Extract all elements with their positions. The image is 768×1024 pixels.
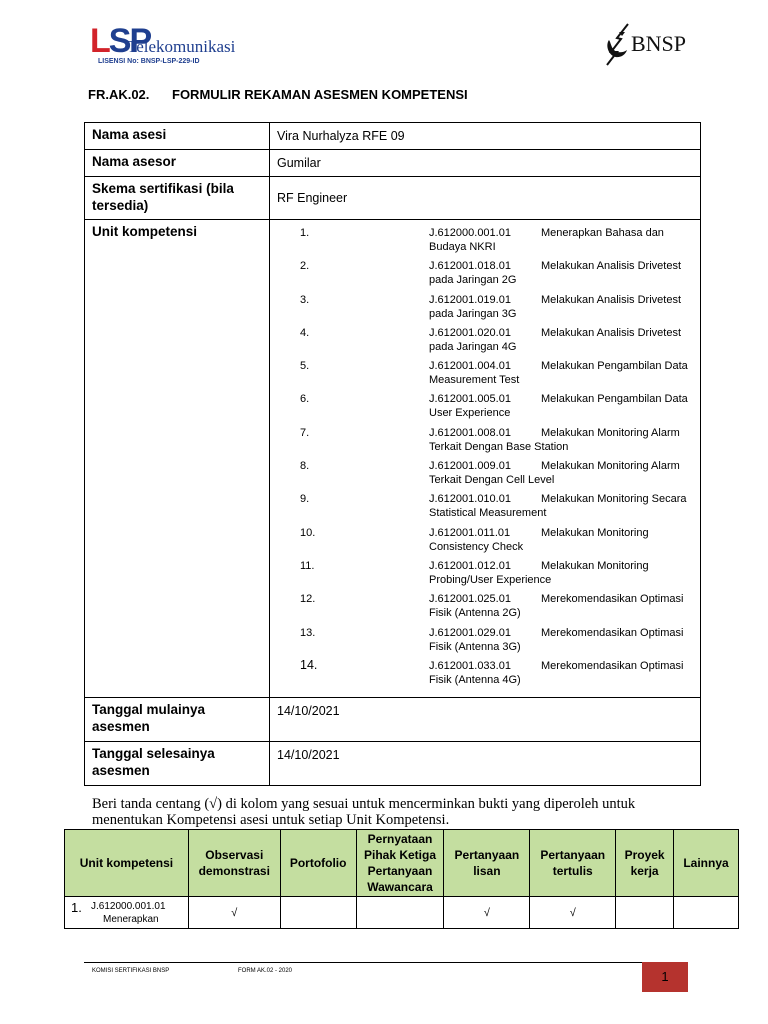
footer-form: FORM AK.02 - 2020 xyxy=(238,968,293,974)
check-lisan[interactable]: √ xyxy=(444,897,530,929)
unit-text xyxy=(429,492,704,520)
header-unit: Unit kompetensi xyxy=(65,830,189,897)
asesi-value: Vira Nurhalyza RFE 09 xyxy=(270,123,701,150)
check-pihak-ketiga[interactable] xyxy=(356,897,444,929)
unit-title: Merekomendasikan Optimasi Fisik (Antenna 3G) xyxy=(429,626,684,653)
unit-number: 2. xyxy=(300,260,310,273)
header-proyek: Proyek kerja xyxy=(616,830,674,897)
evidence-header-row xyxy=(65,830,739,897)
unit-item xyxy=(277,392,693,425)
unit-text xyxy=(429,526,704,554)
unit-text xyxy=(429,426,704,454)
skema-label: Skema sertifikasi (bila tersedia) xyxy=(85,177,270,220)
check-tertulis[interactable]: √ xyxy=(530,897,616,929)
form-title-text: FORMULIR REKAMAN ASESMEN KOMPETENSI xyxy=(172,87,468,102)
unit-number: 8. xyxy=(300,460,310,473)
unit-list xyxy=(277,226,693,692)
unit-title: Melakukan Pengambilan Data Measurement Test xyxy=(429,360,688,387)
evidence-unit-title: Menerapkan xyxy=(103,913,159,925)
check-lainnya[interactable] xyxy=(674,897,739,929)
unit-title: Melakukan Pengambilan Data User Experience xyxy=(429,393,688,420)
check-portofolio[interactable] xyxy=(280,897,356,929)
unit-code: J.612001.020.01 xyxy=(429,326,511,339)
evidence-unit-cell xyxy=(65,897,189,929)
unit-title: Merekomendasikan Optimasi Fisik (Antenna 4G) xyxy=(429,659,684,686)
unit-text xyxy=(429,592,704,620)
unit-title: Menerapkan Bahasa dan Budaya NKRI xyxy=(429,227,664,253)
row-selesai xyxy=(85,742,701,786)
unit-number: 6. xyxy=(300,393,310,406)
unit-text xyxy=(429,659,704,687)
row-skema xyxy=(85,177,701,220)
unit-title: Melakukan Monitoring Secara Statistical Measurement xyxy=(429,493,687,520)
skema-value: RF Engineer xyxy=(270,177,701,220)
unit-item xyxy=(277,259,693,292)
asesi-label: Nama asesi xyxy=(85,123,270,150)
unit-item xyxy=(277,559,693,592)
unit-title: Merekomendasikan Optimasi Fisik (Antenna 2G) xyxy=(429,593,684,620)
unit-item xyxy=(277,459,693,492)
unit-code: J.612001.005.01 xyxy=(429,393,511,406)
unit-code: J.612001.011.01 xyxy=(429,526,511,539)
mulai-value: 14/10/2021 xyxy=(270,698,701,742)
unit-item xyxy=(277,592,693,625)
unit-number: 10. xyxy=(300,526,316,539)
info-table xyxy=(84,122,701,786)
unit-label: Unit kompetensi xyxy=(85,220,270,698)
lsp-name: Telekomunikasi xyxy=(127,37,236,56)
unit-text xyxy=(429,559,704,587)
unit-item xyxy=(277,526,693,559)
unit-text xyxy=(429,226,704,254)
selesai-value: 14/10/2021 xyxy=(270,742,701,786)
unit-item xyxy=(277,226,693,259)
evidence-unit-num: 1. xyxy=(71,900,82,915)
unit-item xyxy=(277,326,693,359)
unit-title: Melakukan Monitoring Consistency Check xyxy=(429,526,649,553)
unit-list-cell xyxy=(270,220,701,698)
header-pihak-ketiga: Pernyataan Pihak Ketiga Pertanyaan Wawancara xyxy=(356,830,444,897)
unit-title: Melakukan Analisis Drivetest pada Jaringan 2G xyxy=(429,260,682,287)
unit-text xyxy=(429,293,704,321)
row-asesi xyxy=(85,123,701,150)
unit-title: Melakukan Analisis Drivetest pada Jaringan 4G xyxy=(429,326,682,353)
unit-item xyxy=(277,659,693,692)
check-proyek[interactable] xyxy=(616,897,674,929)
check-observasi[interactable]: √ xyxy=(188,897,280,929)
lsp-license: LISENSI No: BNSP-LSP-229-ID xyxy=(98,58,200,65)
unit-code: J.612001.019.01 xyxy=(429,293,511,306)
header-lisan: Pertanyaan lisan xyxy=(444,830,530,897)
row-mulai xyxy=(85,698,701,742)
bnsp-emblem-icon xyxy=(603,22,633,66)
instruction-text: Beri tanda centang (√) di kolom yang sesuai untuk mencerminkan bukti yang diperoleh untuk menentukan Kompetensi asesi untuk setiap Unit Kompetensi. xyxy=(92,796,636,828)
mulai-label: Tanggal mulainya asesmen xyxy=(85,698,270,742)
evidence-row xyxy=(65,897,739,929)
bnsp-logo xyxy=(603,22,693,66)
unit-code: J.612001.033.01 xyxy=(429,659,511,672)
unit-number: 12. xyxy=(300,593,316,606)
row-units xyxy=(85,220,701,698)
page-number: 1 xyxy=(642,962,688,992)
bnsp-name: BNSP xyxy=(631,31,687,56)
unit-text xyxy=(429,459,704,487)
unit-code: J.612001.010.01 xyxy=(429,493,511,506)
unit-text xyxy=(429,259,704,287)
footer-divider xyxy=(84,962,688,963)
unit-text xyxy=(429,626,704,654)
header-observasi: Observasi demonstrasi xyxy=(188,830,280,897)
unit-number: 1. xyxy=(300,227,310,239)
unit-code: J.612001.025.01 xyxy=(429,593,511,606)
evidence-table xyxy=(64,829,739,929)
unit-item xyxy=(277,293,693,326)
unit-number: 13. xyxy=(300,626,316,639)
lsp-mark: LSP xyxy=(90,22,151,60)
unit-number: 7. xyxy=(300,426,310,439)
unit-item xyxy=(277,426,693,459)
header-tertulis: Pertanyaan tertulis xyxy=(530,830,616,897)
unit-code: J.612001.004.01 xyxy=(429,360,511,373)
asesor-value: Gumilar xyxy=(270,150,701,177)
unit-item xyxy=(277,626,693,659)
unit-number: 4. xyxy=(300,326,310,339)
asesor-label: Nama asesor xyxy=(85,150,270,177)
unit-code: J.612001.009.01 xyxy=(429,460,511,473)
unit-number: 11. xyxy=(300,559,315,572)
unit-number: 5. xyxy=(300,360,310,373)
evidence-unit-code: J.612000.001.01 xyxy=(91,900,166,912)
unit-text xyxy=(429,359,704,387)
unit-number: 14. xyxy=(300,657,318,672)
unit-title: Melakukan Monitoring Probing/User Experience xyxy=(429,559,649,586)
unit-code: J.612001.012.01 xyxy=(429,559,511,572)
unit-code: J.612001.008.01 xyxy=(429,426,511,439)
unit-title: Melakukan Monitoring Alarm Terkait Dengan Base Station xyxy=(429,426,680,453)
unit-code: J.612001.029.01 xyxy=(429,626,511,639)
header-portofolio: Portofolio xyxy=(280,830,356,897)
lsp-logo xyxy=(90,22,236,70)
unit-item xyxy=(277,492,693,525)
row-asesor xyxy=(85,150,701,177)
unit-title: Melakukan Monitoring Alarm Terkait Dengan Cell Level xyxy=(429,460,680,487)
unit-text xyxy=(429,392,704,420)
unit-title: Melakukan Analisis Drivetest pada Jaringan 3G xyxy=(429,293,682,320)
header-lainnya: Lainnya xyxy=(674,830,739,897)
unit-code: J.612000.001.01 xyxy=(429,227,511,239)
unit-text xyxy=(429,326,704,354)
selesai-label: Tanggal selesainya asesmen xyxy=(85,742,270,786)
form-title xyxy=(88,87,468,102)
unit-item xyxy=(277,359,693,392)
unit-number: 9. xyxy=(300,493,310,506)
unit-number: 3. xyxy=(300,293,310,306)
footer-org: KOMISI SERTIFIKASI BNSP xyxy=(92,968,170,974)
form-code: FR.AK.02. xyxy=(88,87,150,102)
unit-code: J.612001.018.01 xyxy=(429,260,511,273)
